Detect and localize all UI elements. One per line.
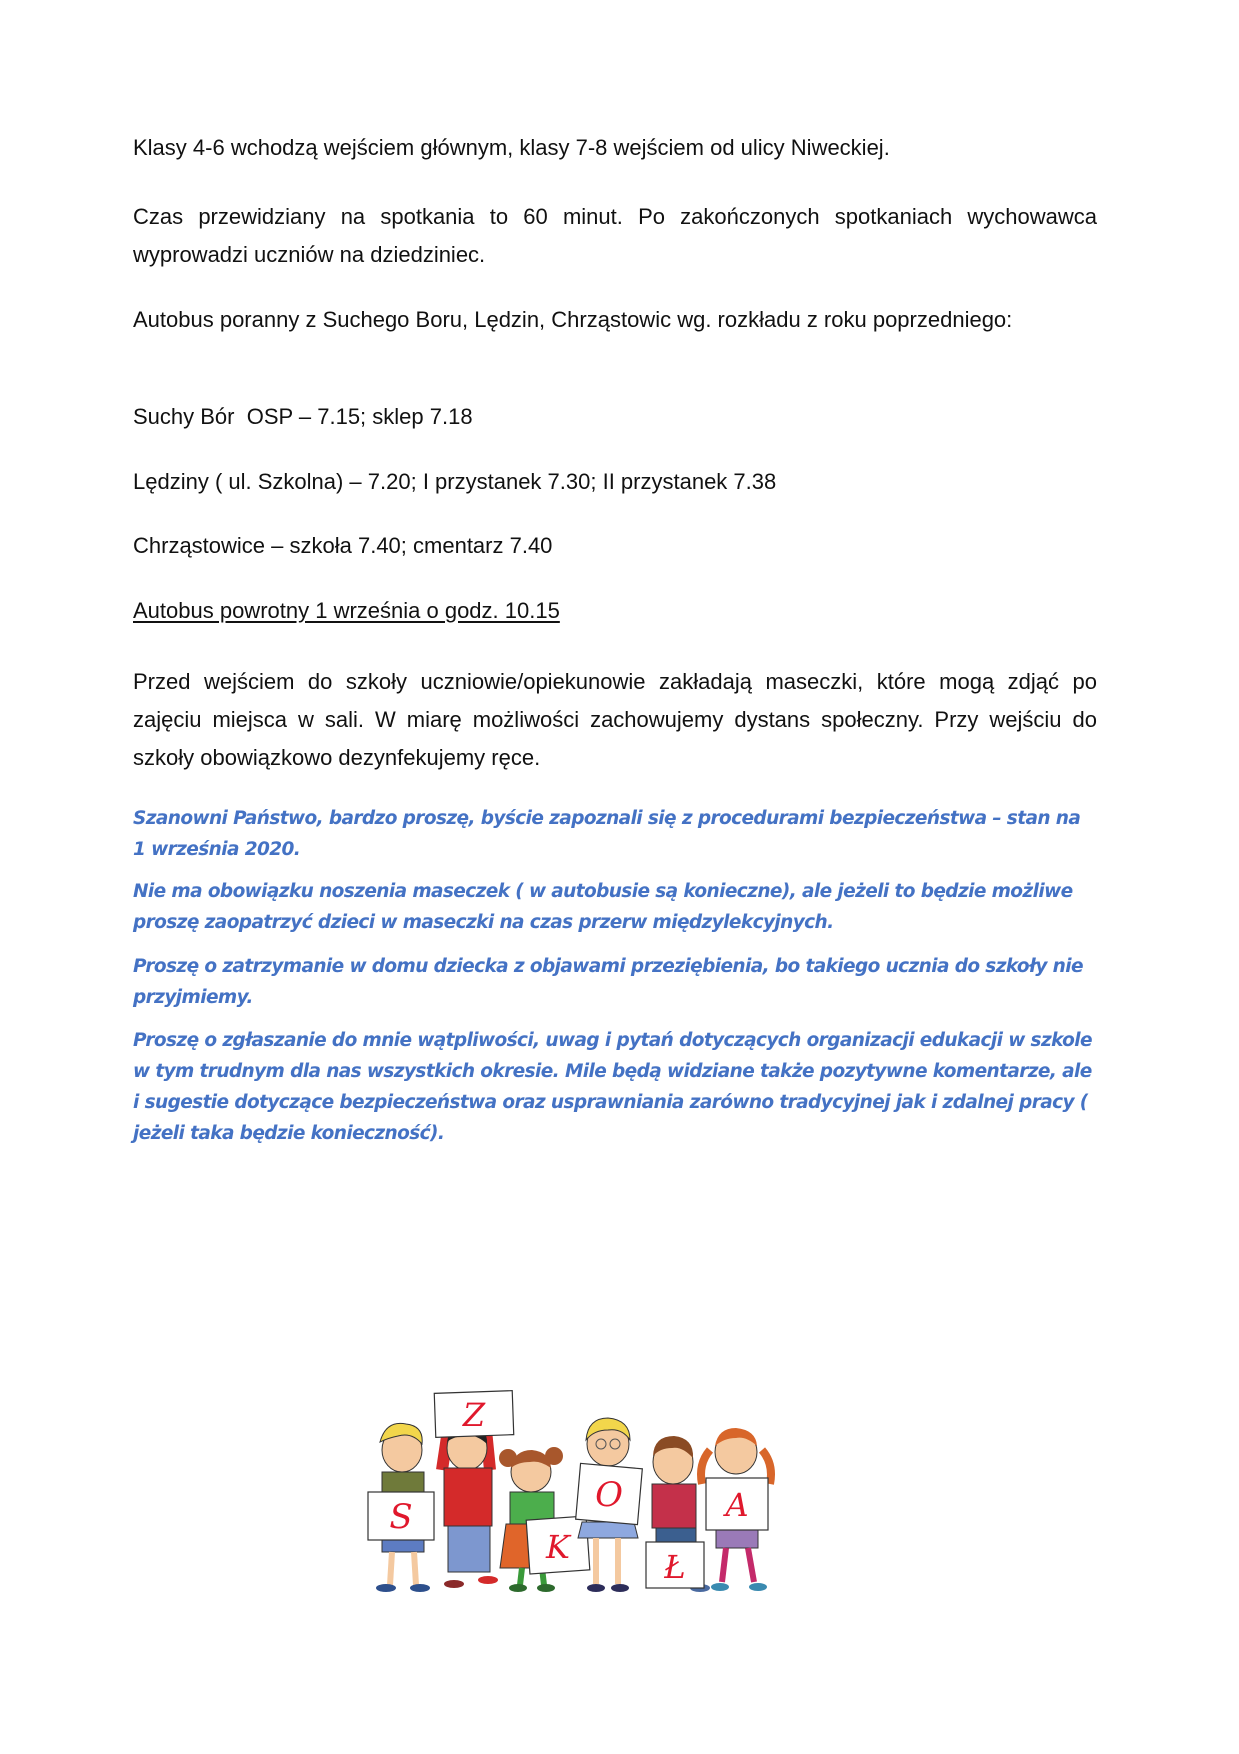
letter-o: O <box>595 1475 623 1515</box>
schedule-chrzastowice: Chrząstowice – szkoła 7.40; cmentarz 7.40 <box>133 533 553 558</box>
paragraph-masks: Przed wejściem do szkoły uczniowie/opiekunowie zakładają maseczki, które mogą zdjąć po zajęciu miejsca w sali. W miarę możliwości zachowujemy dystans społeczny. Przy wejściu do szkoły obowiązkowo dezynfekujemy ręce. <box>133 669 1097 770</box>
schedule-suchy-bor: Suchy Bór OSP – 7.15; sklep 7.18 <box>133 404 473 429</box>
blue-paragraph-procedures: Szanowni Państwo, bardzo proszę, byście zapoznali się z procedurami bezpieczeństwa – stan na 1 września 2020. <box>133 808 1081 860</box>
schedule-ledziny: Lędziny ( ul. Szkolna) – 7.20; I przystanek 7.30; II przystanek 7.38 <box>133 469 777 494</box>
return-bus-notice: Autobus powrotny 1 września o godz. 10.15 <box>133 598 560 623</box>
letter-a: A <box>725 1486 749 1524</box>
letter-l: Ł <box>664 1548 686 1586</box>
paragraph-morning-bus: Autobus poranny z Suchego Boru, Lędzin, Chrząstowic wg. rozkładu z roku poprzedniego: <box>133 307 1013 332</box>
kid-2 <box>442 1424 498 1588</box>
letter-k: K <box>546 1528 570 1566</box>
blue-paragraph-illness: Proszę o zatrzymanie w domu dziecka z objawami przeziębienia, bo takiego ucznia do szkoły nie przyjmiemy. <box>133 956 1083 1008</box>
paragraph-entrances: Klasy 4-6 wchodzą wejściem głównym, klasy 7-8 wejściem od ulicy Niweckiej. <box>133 135 890 160</box>
letter-z: Z <box>462 1396 486 1434</box>
paragraph-meeting-time: Czas przewidziany na spotkania to 60 minut. Po zakończonych spotkaniach wychowawca wyprowadzi uczniów na dziedziniec. <box>133 204 1097 267</box>
letter-s: S <box>389 1497 413 1537</box>
blue-paragraph-feedback: Proszę o zgłaszanie do mnie wątpliwości, uwag i pytań dotyczących organizacji edukacji w szkole w tym trudnym dla nas wszystkich okresie. Mile będą widziane także pozytywne komentarze, ale i sugestie dotyczące bezpieczeństwa oraz usprawniania zarówno tradycyjnej jak i zdalnej pracy ( jeżeli taka będzie konieczność). <box>133 1030 1092 1144</box>
szkola-kids-illustration <box>350 1380 780 1600</box>
blue-paragraph-masks: Nie ma obowiązku noszenia maseczek ( w autobusie są konieczne), ale jeżeli to będzie możliwe proszę zaopatrzyć dzieci w maseczki na czas przerw międzylekcyjnych. <box>133 881 1073 933</box>
